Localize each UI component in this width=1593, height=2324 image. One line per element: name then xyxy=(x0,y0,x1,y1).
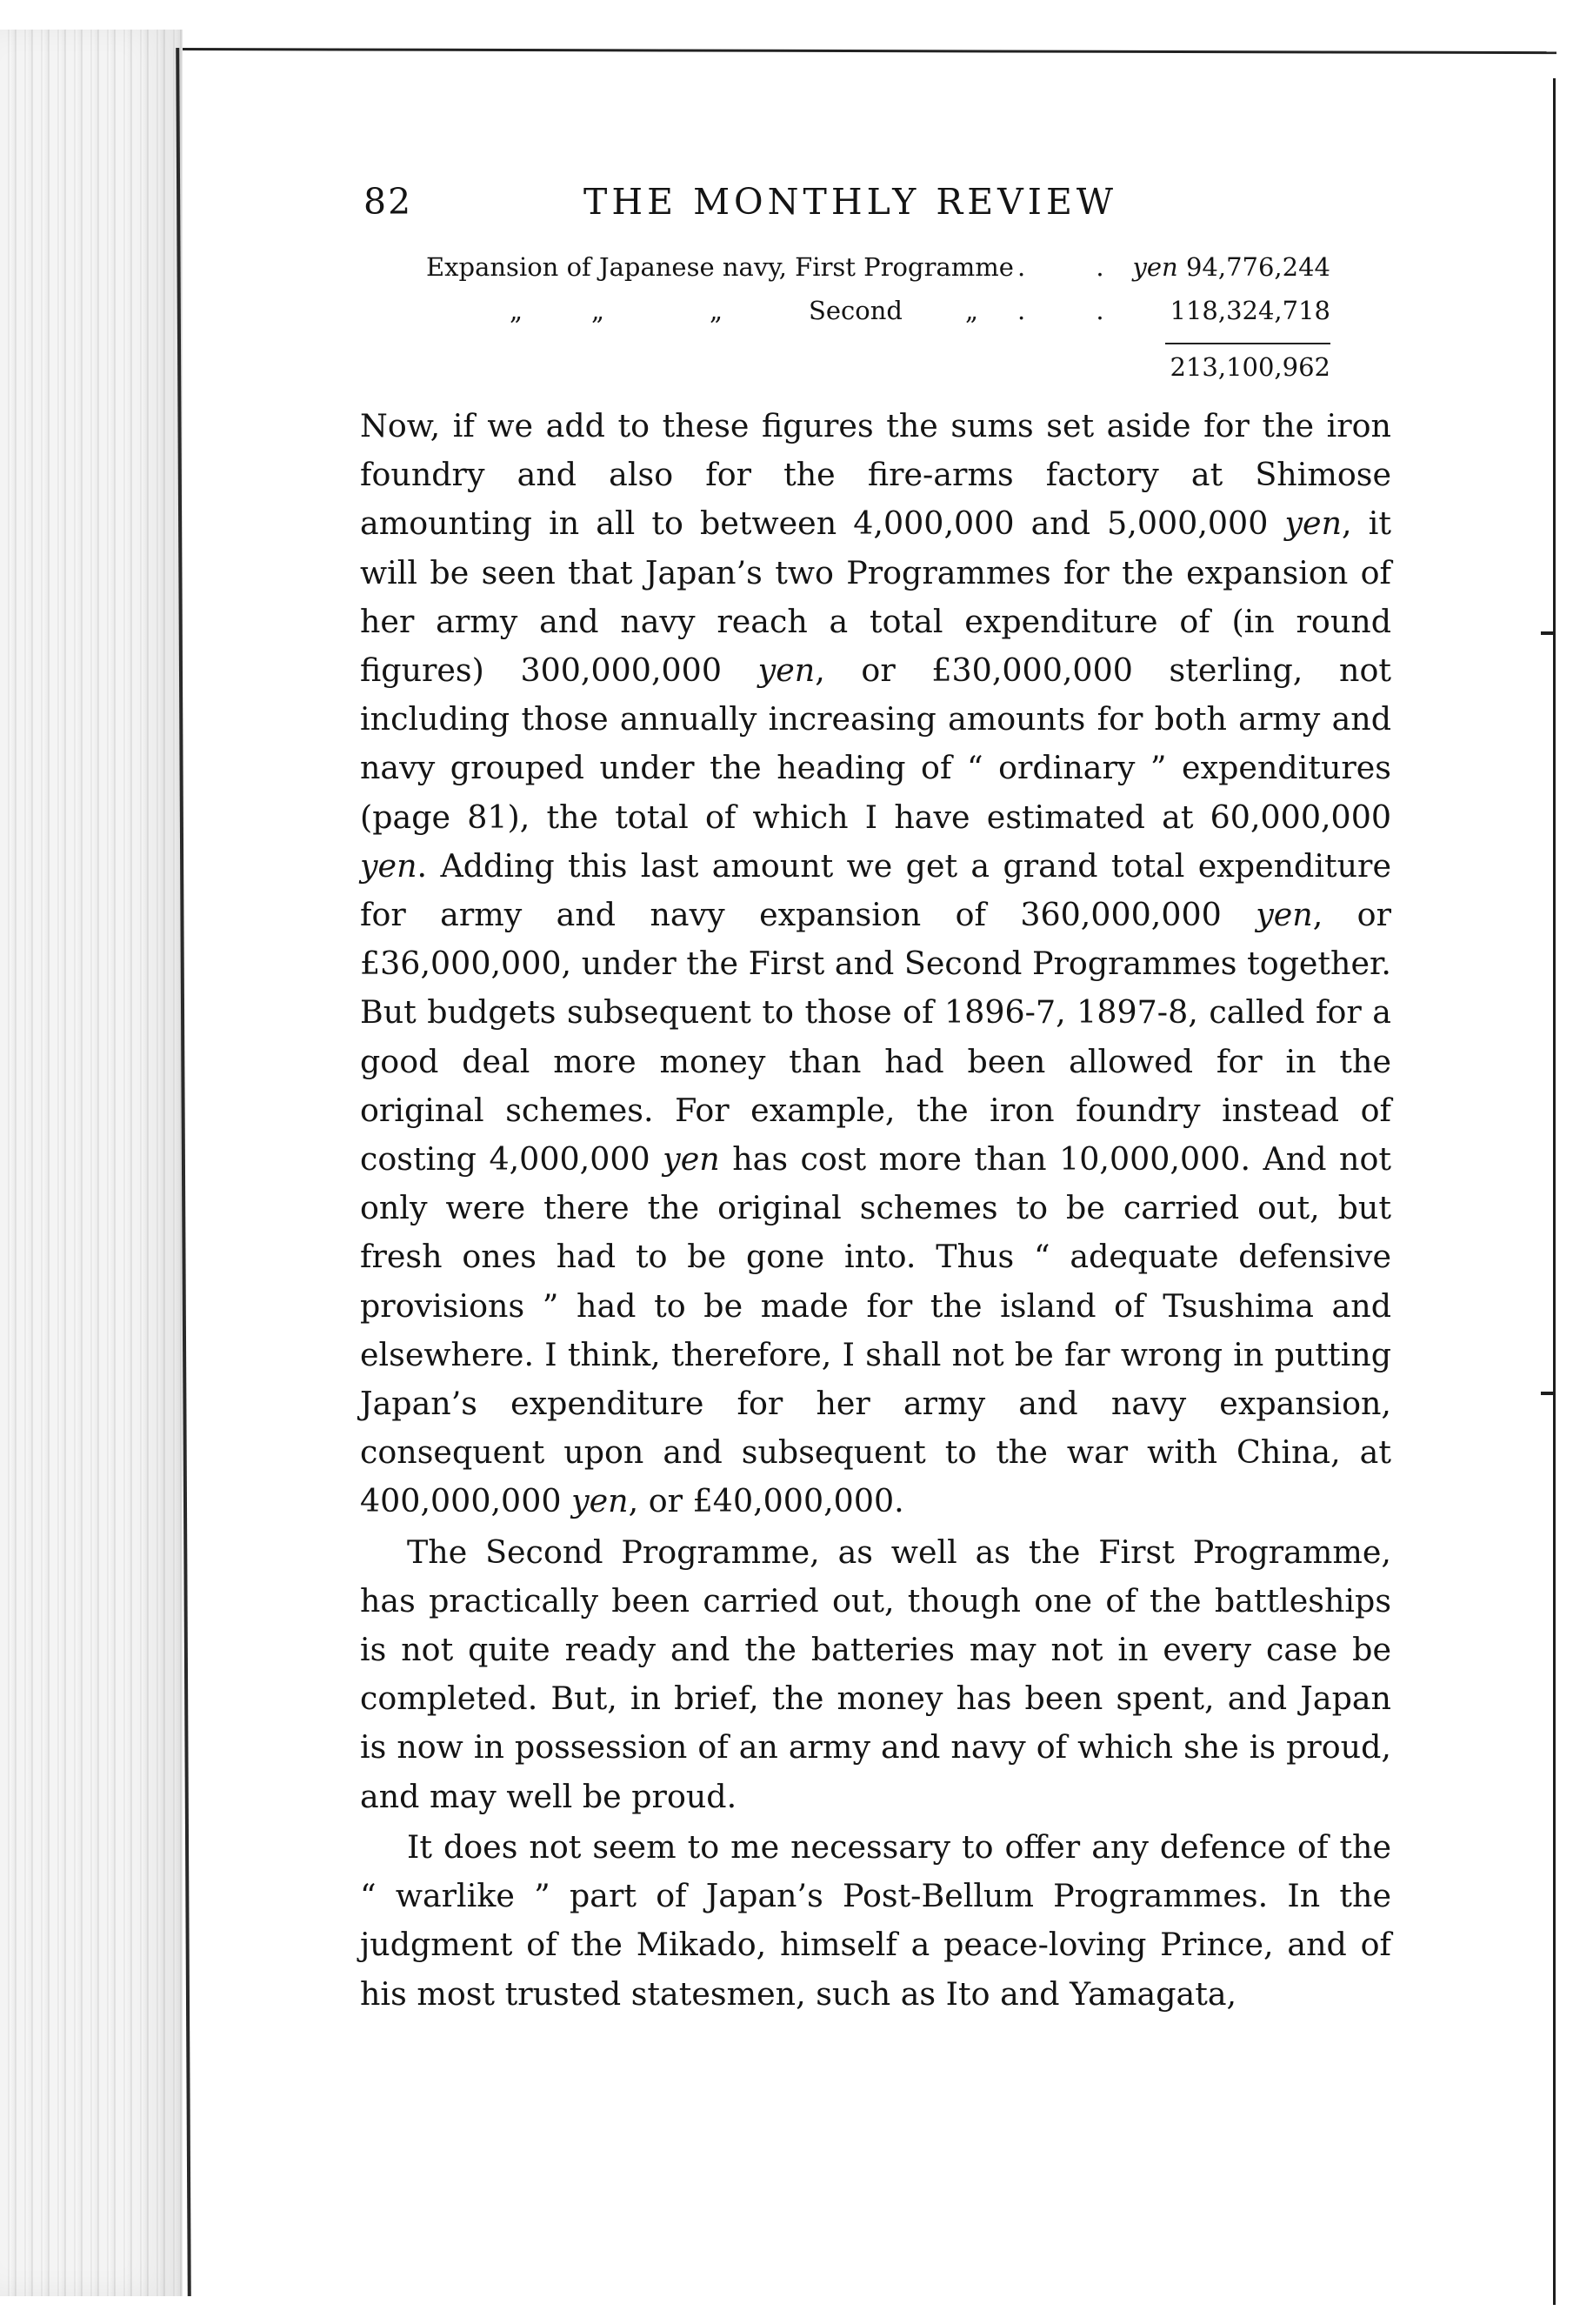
italic-run: yen xyxy=(360,846,417,885)
page-number: 82 xyxy=(363,181,413,223)
italic-run: yen xyxy=(663,1140,720,1179)
sum-rule xyxy=(1165,343,1330,344)
ditto-mark: „ xyxy=(710,296,723,325)
body-text xyxy=(360,402,1391,2019)
running-head xyxy=(363,181,1390,233)
text-run: , or £30,000,000 sterling, not including those annually increasing amounts for both army and navy grouped under the heading of “ ordinary ” expenditures (page 81), the total of which I have estimated at 60,000,000 xyxy=(360,651,1391,836)
text-run: , it will be seen that Japan’s two Programmes for the expansion of her army and navy reach a total expenditure of (in round figures) 300,000,000 xyxy=(360,504,1391,690)
ditto-mark: „ xyxy=(591,296,605,325)
italic-run: yen xyxy=(757,651,816,690)
text-run: , or £40,000,000. xyxy=(628,1482,904,1520)
text-run: . Adding this last amount we get a grand total expenditure for army and navy expansion of 360,000,000 xyxy=(360,846,1391,934)
ditto-mark: „ xyxy=(965,296,979,325)
leader-dots: . . xyxy=(1017,252,1136,282)
total-amount: 213,100,962 xyxy=(1170,352,1330,382)
text-run: Now, if we add to these figures the sums set aside for the iron foundry and also for the fire-arms factory at Shimose amounting in all to between 4,000,000 and 5,000,000 xyxy=(360,407,1391,543)
ditto-mark: „ xyxy=(510,296,523,325)
row-label: Second xyxy=(809,296,903,325)
scan-top-border xyxy=(183,48,1556,54)
text-run: It does not seem to me necessary to offer any defence of the “ warlike ” part of Japan’s Post-Bellum Programmes. In the judgment of the Mikado, himself a peace-loving Prince, and of his most trusted statesmen, such as Ito and Yamagata, xyxy=(360,1827,1391,2013)
scan-right-border xyxy=(1553,78,1556,2305)
expenditure-row-first-programme xyxy=(426,252,1330,296)
italic-run: yen xyxy=(1284,504,1343,543)
book-page-edges xyxy=(0,26,183,2296)
journal-title: THE MONTHLY REVIEW xyxy=(583,181,1118,223)
leader-dots: . . xyxy=(1017,296,1136,325)
italic-run: yen xyxy=(1256,896,1313,934)
text-run: The Second Programme, as well as the First Programme, has practically been carried out, though one of the battleships is not quite ready and the batteries may not in every case be completed. But, in brief, the money has been spent, and Japan is now in possession of an army and navy of which she is proud, and may well be proud. xyxy=(360,1533,1391,1815)
amount-value: 118,324,718 xyxy=(1170,296,1330,325)
scan-top-margin xyxy=(0,0,1593,30)
paragraph xyxy=(360,1823,1391,2019)
currency-unit: yen xyxy=(1132,252,1178,282)
scan-right-mark xyxy=(1541,631,1553,635)
paragraph xyxy=(360,1528,1391,1821)
row-label: Expansion of Japanese navy, First Programme xyxy=(426,252,1014,282)
text-run: has cost more than 10,000,000. And not only were there the original schemes to be carried out, but fresh ones had to be gone into. Thus “ adequate defensive provisions ” had to be made for the island of Tsushima and elsewhere. I think, therefore, I shall not be far wrong in putting Japan’s expenditure for her army and navy expansion, consequent upon and subsequent to the war with China, at 400,000,000 xyxy=(360,1140,1391,1520)
expenditure-table xyxy=(426,252,1330,396)
amount-value: 94,776,244 xyxy=(1185,252,1330,282)
italic-run: yen xyxy=(571,1482,629,1520)
text-run: , or £36,000,000, under the First and Second Programmes together. But budgets subsequent to those of 1896-7, 1897-8, called for a good deal more money than had been allowed for in the original schemes. For example, the iron foundry instead of costing 4,000,000 xyxy=(360,896,1391,1179)
scan-right-mark xyxy=(1541,1392,1553,1395)
expenditure-row-total xyxy=(426,352,1330,396)
paragraph xyxy=(360,402,1391,1526)
expenditure-row-second-programme xyxy=(426,296,1330,339)
row-amount xyxy=(1133,252,1331,282)
